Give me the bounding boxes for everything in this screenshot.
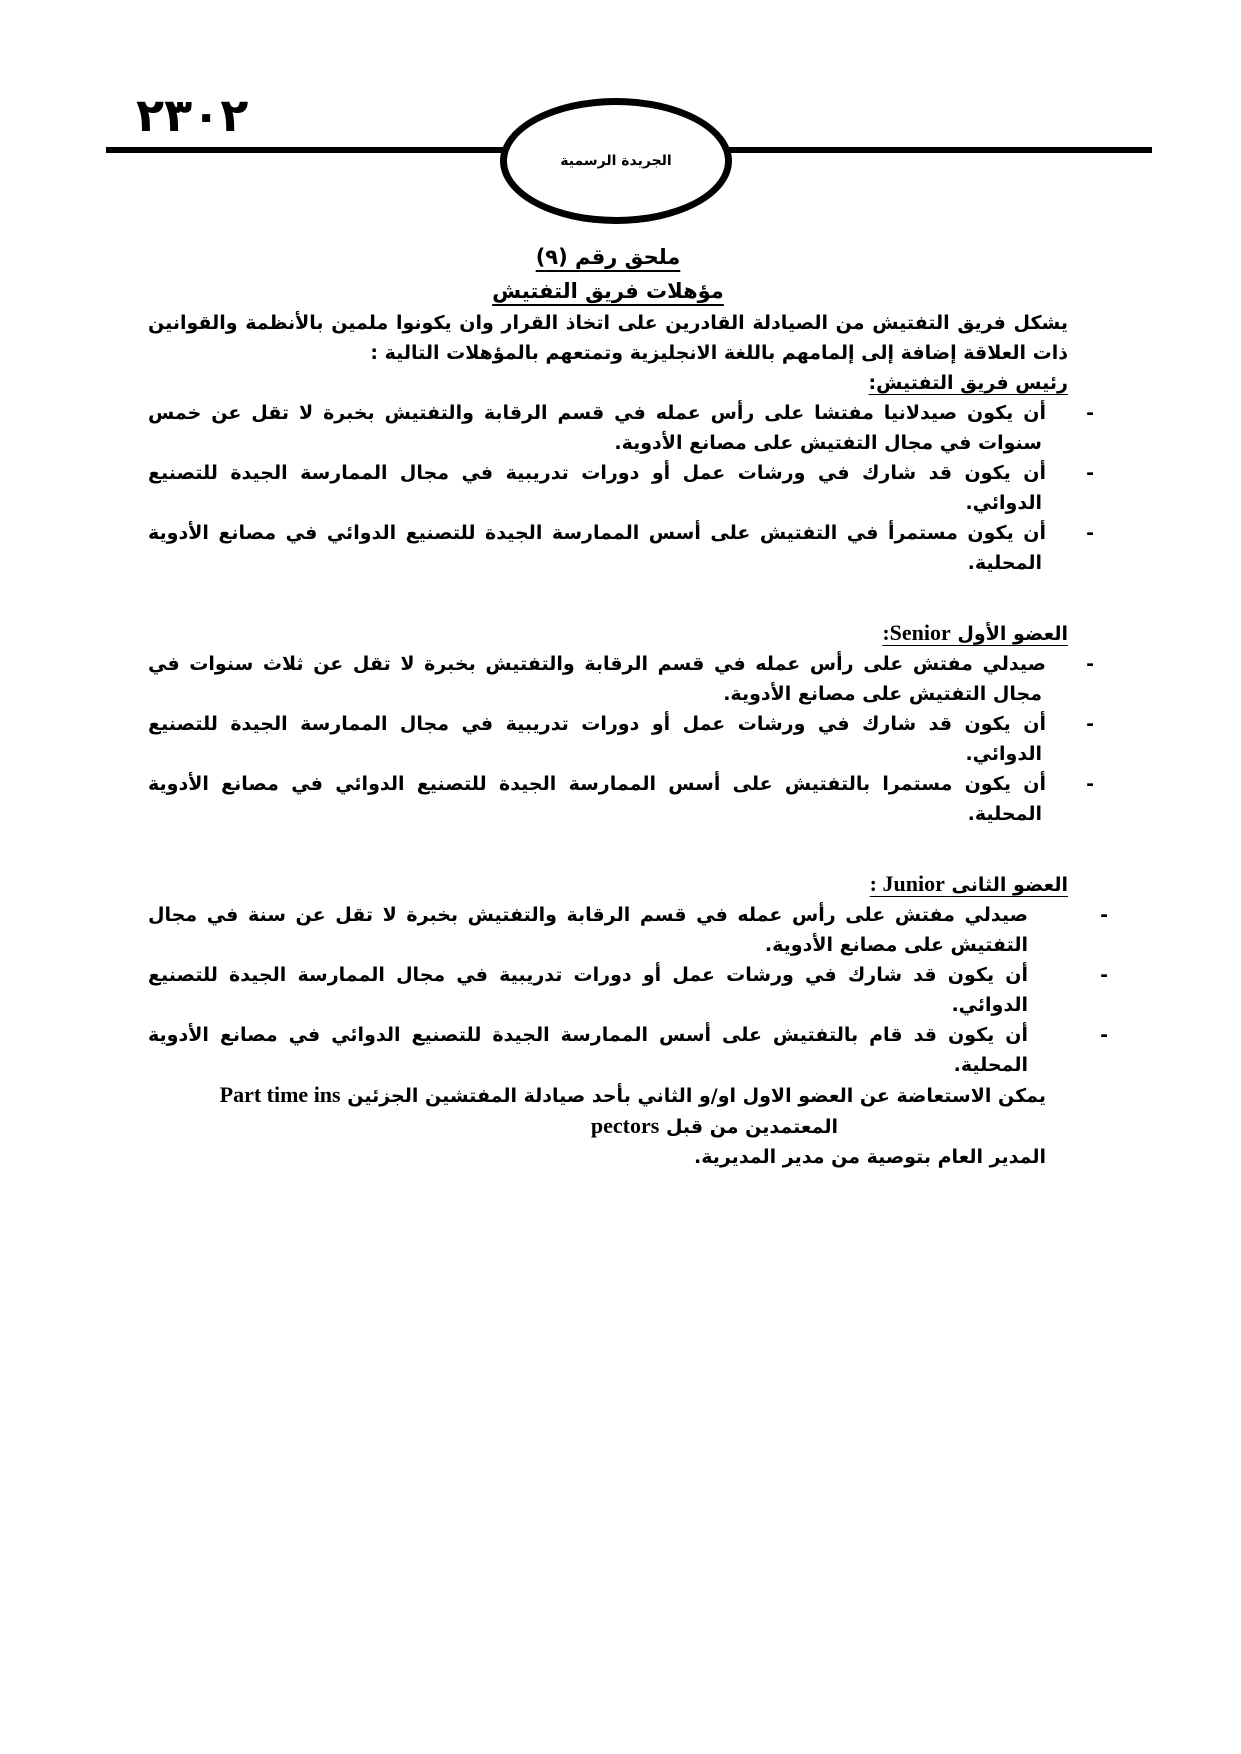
annex-title: ملحق رقم (٩) — [535, 245, 681, 269]
section-heading-text: العضو الثانى — [951, 874, 1068, 896]
dash-bullet: - — [1086, 713, 1094, 735]
list-item — [148, 458, 1094, 518]
list-item — [148, 518, 1094, 578]
intro-paragraph: يشكل فريق التفتيش من الصيادلة القادرين على اتخاذ القرار وان يكونوا ملمين بالأنظمة والقوانين ذات العلاقة إضافة إلى إلمامهم باللغة الانجليزية وتمتعهم بالمؤهلات التالية : — [148, 312, 1068, 364]
list-item-text: أن يكون قد شارك في ورشات عمل أو دورات تدريبية في مجال الممارسة الجيدة للتصنيع الدوائي. — [148, 964, 1028, 1016]
closing-line-1 — [148, 1080, 1068, 1111]
page-number: ٢٣٠٢ — [136, 88, 249, 142]
list-item-text: أن يكون قد شارك في ورشات عمل أو دورات تدريبية في مجال الممارسة الجيدة للتصنيع الدوائي. — [148, 462, 1046, 514]
dash-bullet: - — [1100, 904, 1108, 926]
closing-text-en: pectors — [590, 1113, 660, 1138]
section-heading-team-leader — [148, 368, 1068, 398]
closing-text-ar: المعتمدين من قبل — [665, 1116, 838, 1138]
section-heading-latin: Junior : — [869, 871, 945, 896]
list-item — [148, 900, 1108, 960]
section-heading-text: العضو الأول — [957, 623, 1068, 645]
subject-title-row — [148, 274, 1068, 308]
list-item — [148, 649, 1094, 709]
list-item — [148, 960, 1108, 1020]
closing-text-en: Part time ins — [219, 1082, 341, 1107]
closing-text-ar: يمكن الاستعاضة عن العضو الاول او/و الثاني بأحد صيادلة المفتشين الجزئين — [347, 1085, 1046, 1107]
list-item-text: أن يكون صيدلانيا مفتشا على رأس عمله في قسم الرقابة والتفتيش بخبرة لا تقل عن خمس سنوات في مجال التفتيش على مصانع الأدوية. — [148, 402, 1046, 454]
list-item — [148, 709, 1094, 769]
dash-bullet: - — [1086, 522, 1094, 544]
section-heading-latin: Senior: — [882, 620, 951, 645]
list-item-text: أن يكون مستمرا بالتفتيش على أسس الممارسة الجيدة للتصنيع الدوائي في مصانع الأدوية المحلية. — [148, 773, 1046, 825]
closing-line-2 — [148, 1111, 1068, 1142]
list-item — [148, 1020, 1108, 1080]
dash-bullet: - — [1100, 1024, 1108, 1046]
closing-line-3: المدير العام بتوصية من مدير المديرية. — [693, 1146, 1046, 1168]
section-heading-text: رئيس فريق التفتيش: — [868, 372, 1068, 394]
subject-title: مؤهلات فريق التفتيش — [492, 279, 724, 303]
section-heading-senior — [148, 618, 1068, 649]
gazette-seal-oval — [500, 98, 732, 224]
list-item — [148, 398, 1094, 458]
section-heading-junior — [148, 869, 1068, 900]
list-item-text: صيدلي مفتش على رأس عمله في قسم الرقابة والتفتيش بخبرة لا تقل عن ثلاث سنوات في مجال التفتيش على مصانع الأدوية. — [148, 653, 1046, 705]
document-body — [148, 240, 1108, 1172]
annex-title-row — [148, 240, 1068, 274]
dash-bullet: - — [1086, 402, 1094, 424]
list-item-text: صيدلي مفتش على رأس عمله في قسم الرقابة والتفتيش بخبرة لا تقل عن سنة في مجال التفتيش على مصانع الأدوية. — [148, 904, 1028, 956]
list-item-text: أن يكون قد شارك في ورشات عمل أو دورات تدريبية في مجال الممارسة الجيدة للتصنيع الدوائي. — [148, 713, 1046, 765]
dash-bullet: - — [1086, 773, 1094, 795]
gazette-name: الجريدة الرسمية — [560, 153, 672, 169]
list-item-text: أن يكون قد قام بالتفتيش على أسس الممارسة الجيدة للتصنيع الدوائي في مصانع الأدوية المحلية. — [148, 1024, 1028, 1076]
list-item — [148, 769, 1094, 829]
list-item-text: أن يكون مستمرأ في التفتيش على أسس الممارسة الجيدة للتصنيع الدوائي في مصانع الأدوية المحلية. — [148, 522, 1046, 574]
dash-bullet: - — [1086, 653, 1094, 675]
dash-bullet: - — [1100, 964, 1108, 986]
dash-bullet: - — [1086, 462, 1094, 484]
